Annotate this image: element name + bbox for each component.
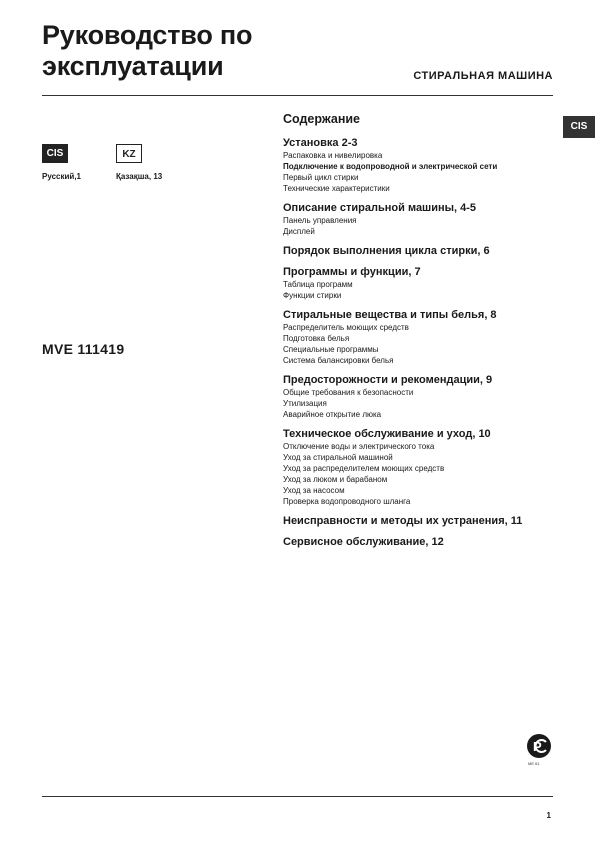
toc-section-heading: Установка 2-3	[283, 137, 358, 149]
toc-item: Подготовка белья	[283, 334, 350, 343]
toc-section-heading: Техническое обслуживание и уход, 10	[283, 428, 491, 440]
toc-item: Проверка водопроводного шланга	[283, 497, 411, 506]
footer-divider	[42, 796, 553, 797]
toc-section	[283, 245, 563, 258]
toc-item: Дисплей	[283, 227, 315, 236]
toc-item: Функции стирки	[283, 291, 342, 300]
toc-section-heading: Неисправности и методы их устранения, 11	[283, 515, 523, 527]
language-kz	[116, 144, 162, 181]
header-divider	[42, 95, 553, 96]
toc-item: Отключение воды и электрического тока	[283, 442, 435, 451]
language-code-kz: KZ	[116, 144, 142, 163]
toc-section	[283, 266, 563, 301]
toc-section	[283, 515, 563, 528]
toc-sections	[283, 137, 563, 549]
toc-item: Уход за стиральной машиной	[283, 453, 393, 462]
toc-item: Таблица программ	[283, 280, 353, 289]
toc-title: Содержание	[283, 112, 361, 126]
toc-item: Уход за насосом	[283, 486, 345, 495]
model-number: MVE 111419	[42, 341, 125, 357]
toc-item: Распаковка и нивелировка	[283, 151, 383, 160]
title-line-2: эксплуатации	[42, 51, 224, 81]
toc-section-heading: Описание стиральной машины, 4-5	[283, 202, 477, 214]
toc-section	[283, 202, 563, 237]
toc-item: Первый цикл стирки	[283, 173, 359, 182]
toc-item: Утилизация	[283, 399, 327, 408]
language-side-tab: CIS	[563, 116, 595, 138]
toc-section	[283, 137, 563, 194]
title-line-1: Руководство по	[42, 20, 253, 50]
svg-text:Р: Р	[533, 739, 542, 754]
document-title	[42, 20, 252, 82]
toc-item: Распределитель моющих средств	[283, 323, 409, 332]
toc-section	[283, 428, 563, 507]
toc-item: Система балансировки белья	[283, 356, 394, 365]
toc-section-heading: Стиральные вещества и типы белья, 8	[283, 309, 497, 321]
toc-item: Общие требования к безопасности	[283, 388, 414, 397]
toc-section-heading: Предосторожности и рекомендации, 9	[283, 374, 493, 386]
toc-section	[283, 374, 563, 420]
toc-item: Панель управления	[283, 216, 357, 225]
toc-item: Подключение к водопроводной и электрической сети	[283, 162, 498, 171]
toc-item: Специальные программы	[283, 345, 379, 354]
language-cis	[42, 144, 81, 181]
product-category: СТИРАЛЬНАЯ МАШИНА	[413, 70, 553, 82]
toc-item: Уход за распределителем моющих средств	[283, 464, 445, 473]
toc-section-heading: Порядок выполнения цикла стирки, 6	[283, 245, 490, 257]
toc-item: Технические характеристики	[283, 184, 390, 193]
toc-section	[283, 536, 563, 549]
page-number: 1	[546, 811, 551, 820]
certification-label: МЕ 61	[528, 761, 540, 766]
toc-section	[283, 309, 563, 366]
toc-item: Аварийное открытие люка	[283, 410, 382, 419]
language-label-kz: Қазақша, 13	[116, 172, 163, 181]
gost-certification-icon	[526, 733, 552, 759]
table-of-contents	[283, 112, 563, 557]
toc-section-heading: Программы и функции, 7	[283, 266, 421, 278]
toc-section-heading: Сервисное обслуживание, 12	[283, 536, 444, 548]
toc-item: Уход за люком и барабаном	[283, 475, 388, 484]
language-code-cis: CIS	[42, 144, 68, 163]
language-label-cis: Русский,1	[42, 172, 81, 181]
